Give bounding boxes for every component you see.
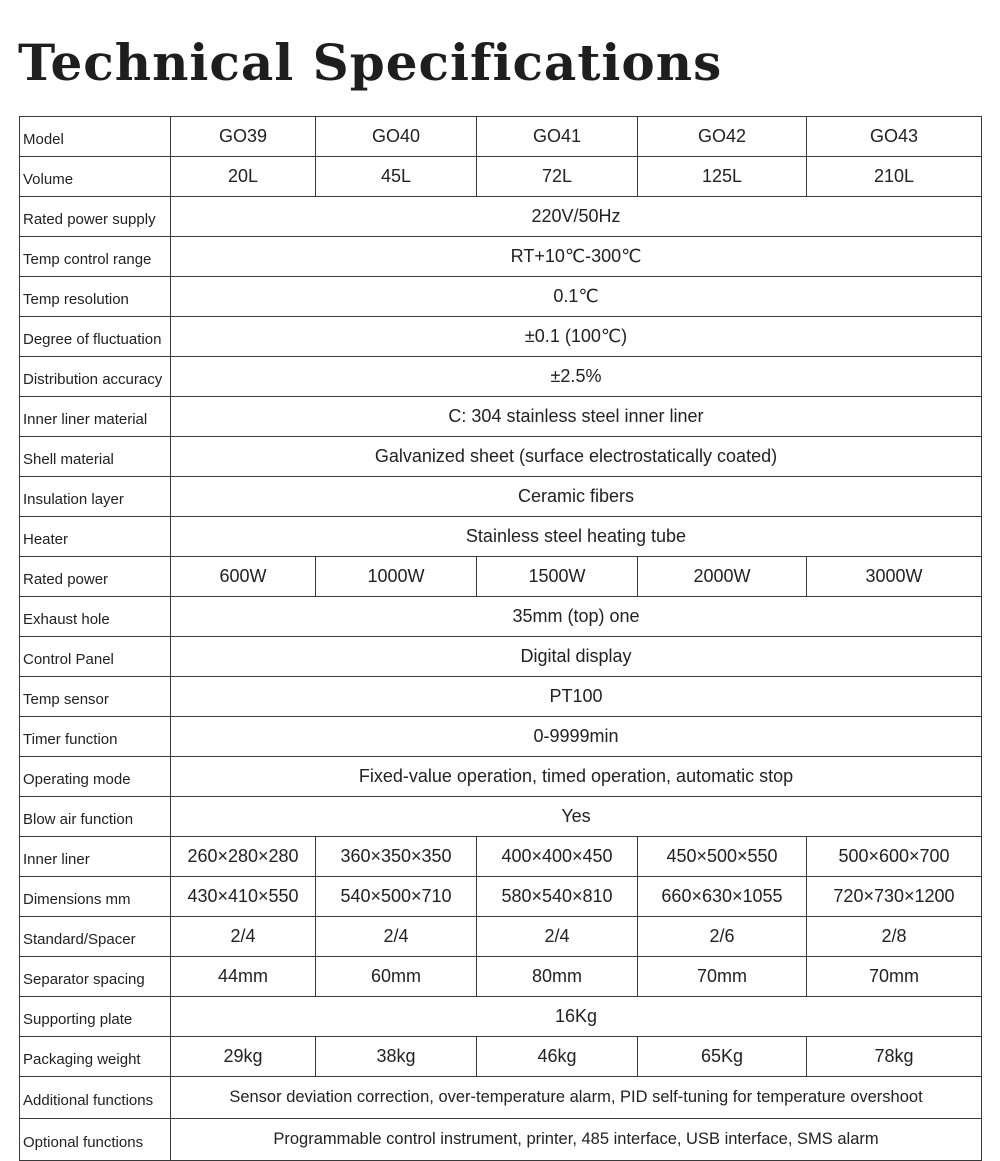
spec-label: Insulation layer bbox=[20, 477, 171, 517]
spec-row bbox=[20, 357, 982, 397]
spec-row bbox=[20, 597, 982, 637]
spec-value: 2/4 bbox=[171, 917, 316, 957]
spec-value: 45L bbox=[316, 157, 477, 197]
spec-row bbox=[20, 677, 982, 717]
spec-value-merged: ±2.5% bbox=[171, 357, 982, 397]
spec-value-merged: PT100 bbox=[171, 677, 982, 717]
spec-row bbox=[20, 117, 982, 157]
spec-value: 540×500×710 bbox=[316, 877, 477, 917]
spec-label: Rated power supply bbox=[20, 197, 171, 237]
spec-value: GO39 bbox=[171, 117, 316, 157]
spec-value-merged: Fixed-value operation, timed operation, automatic stop bbox=[171, 757, 982, 797]
spec-value-merged: 35mm (top) one bbox=[171, 597, 982, 637]
spec-value: 65Kg bbox=[638, 1037, 807, 1077]
spec-label: Exhaust hole bbox=[20, 597, 171, 637]
spec-value: 80mm bbox=[477, 957, 638, 997]
spec-row bbox=[20, 797, 982, 837]
spec-label: Packaging weight bbox=[20, 1037, 171, 1077]
spec-value: 20L bbox=[171, 157, 316, 197]
spec-label: Heater bbox=[20, 517, 171, 557]
spec-value-merged: Programmable control instrument, printer, 485 interface, USB interface, SMS alarm bbox=[171, 1119, 982, 1161]
spec-value-merged: Digital display bbox=[171, 637, 982, 677]
spec-label: Dimensions mm bbox=[20, 877, 171, 917]
spec-value: 660×630×1055 bbox=[638, 877, 807, 917]
spec-label: Shell material bbox=[20, 437, 171, 477]
spec-value: 70mm bbox=[807, 957, 982, 997]
spec-row bbox=[20, 157, 982, 197]
spec-value: 2/8 bbox=[807, 917, 982, 957]
spec-value: 125L bbox=[638, 157, 807, 197]
spec-value: GO40 bbox=[316, 117, 477, 157]
page-title: Technical Specifications bbox=[18, 33, 723, 92]
spec-value-merged: 0.1℃ bbox=[171, 277, 982, 317]
spec-label: Standard/Spacer bbox=[20, 917, 171, 957]
spec-value: 580×540×810 bbox=[477, 877, 638, 917]
spec-value: 3000W bbox=[807, 557, 982, 597]
spec-value: 2/6 bbox=[638, 917, 807, 957]
spec-value: 600W bbox=[171, 557, 316, 597]
spec-value: 1000W bbox=[316, 557, 477, 597]
spec-label: Inner liner bbox=[20, 837, 171, 877]
spec-label: Volume bbox=[20, 157, 171, 197]
spec-row bbox=[20, 237, 982, 277]
spec-value: GO41 bbox=[477, 117, 638, 157]
spec-row bbox=[20, 717, 982, 757]
spec-value: 29kg bbox=[171, 1037, 316, 1077]
spec-value-merged: Galvanized sheet (surface electrostatically coated) bbox=[171, 437, 982, 477]
spec-value: 1500W bbox=[477, 557, 638, 597]
spec-value: 2/4 bbox=[477, 917, 638, 957]
spec-row bbox=[20, 277, 982, 317]
spec-label: Temp sensor bbox=[20, 677, 171, 717]
spec-value: GO43 bbox=[807, 117, 982, 157]
spec-label: Supporting plate bbox=[20, 997, 171, 1037]
spec-label: Control Panel bbox=[20, 637, 171, 677]
spec-value: 38kg bbox=[316, 1037, 477, 1077]
spec-label: Inner liner material bbox=[20, 397, 171, 437]
spec-value: 70mm bbox=[638, 957, 807, 997]
spec-value-merged: 16Kg bbox=[171, 997, 982, 1037]
spec-label: Rated power bbox=[20, 557, 171, 597]
spec-value-merged: Stainless steel heating tube bbox=[171, 517, 982, 557]
spec-row bbox=[20, 437, 982, 477]
spec-row bbox=[20, 477, 982, 517]
spec-label: Distribution accuracy bbox=[20, 357, 171, 397]
spec-value-merged: 220V/50Hz bbox=[171, 197, 982, 237]
spec-row bbox=[20, 757, 982, 797]
spec-row bbox=[20, 637, 982, 677]
spec-row bbox=[20, 917, 982, 957]
spec-label: Model bbox=[20, 117, 171, 157]
spec-value: 2/4 bbox=[316, 917, 477, 957]
spec-label: Temp control range bbox=[20, 237, 171, 277]
spec-value: 450×500×550 bbox=[638, 837, 807, 877]
spec-value: 720×730×1200 bbox=[807, 877, 982, 917]
spec-row bbox=[20, 317, 982, 357]
spec-value-merged: C: 304 stainless steel inner liner bbox=[171, 397, 982, 437]
spec-row bbox=[20, 517, 982, 557]
spec-row bbox=[20, 1037, 982, 1077]
spec-row bbox=[20, 957, 982, 997]
spec-value-merged: 0-9999min bbox=[171, 717, 982, 757]
spec-value: 400×400×450 bbox=[477, 837, 638, 877]
spec-row bbox=[20, 997, 982, 1037]
spec-table-body bbox=[20, 117, 982, 1161]
spec-value: 78kg bbox=[807, 1037, 982, 1077]
spec-value-merged: ±0.1 (100℃) bbox=[171, 317, 982, 357]
spec-label: Timer function bbox=[20, 717, 171, 757]
spec-label: Degree of fluctuation bbox=[20, 317, 171, 357]
spec-value: GO42 bbox=[638, 117, 807, 157]
spec-label: Operating mode bbox=[20, 757, 171, 797]
spec-row bbox=[20, 397, 982, 437]
spec-value: 44mm bbox=[171, 957, 316, 997]
spec-label: Additional functions bbox=[20, 1077, 171, 1119]
spec-value: 72L bbox=[477, 157, 638, 197]
spec-label: Blow air function bbox=[20, 797, 171, 837]
spec-value: 500×600×700 bbox=[807, 837, 982, 877]
spec-value-merged: RT+10℃-300℃ bbox=[171, 237, 982, 277]
spec-value: 210L bbox=[807, 157, 982, 197]
spec-row bbox=[20, 1119, 982, 1161]
spec-label: Optional functions bbox=[20, 1119, 171, 1161]
spec-value: 60mm bbox=[316, 957, 477, 997]
spec-value-merged: Sensor deviation correction, over-temperature alarm, PID self-tuning for temperature overshoot bbox=[171, 1077, 982, 1119]
spec-value: 46kg bbox=[477, 1037, 638, 1077]
spec-value-merged: Ceramic fibers bbox=[171, 477, 982, 517]
spec-label: Separator spacing bbox=[20, 957, 171, 997]
spec-value: 360×350×350 bbox=[316, 837, 477, 877]
spec-value: 260×280×280 bbox=[171, 837, 316, 877]
spec-row bbox=[20, 837, 982, 877]
spec-table bbox=[19, 116, 982, 1161]
spec-value: 2000W bbox=[638, 557, 807, 597]
spec-row bbox=[20, 1077, 982, 1119]
spec-row bbox=[20, 557, 982, 597]
spec-value-merged: Yes bbox=[171, 797, 982, 837]
spec-label: Temp resolution bbox=[20, 277, 171, 317]
spec-row bbox=[20, 877, 982, 917]
spec-value: 430×410×550 bbox=[171, 877, 316, 917]
spec-row bbox=[20, 197, 982, 237]
